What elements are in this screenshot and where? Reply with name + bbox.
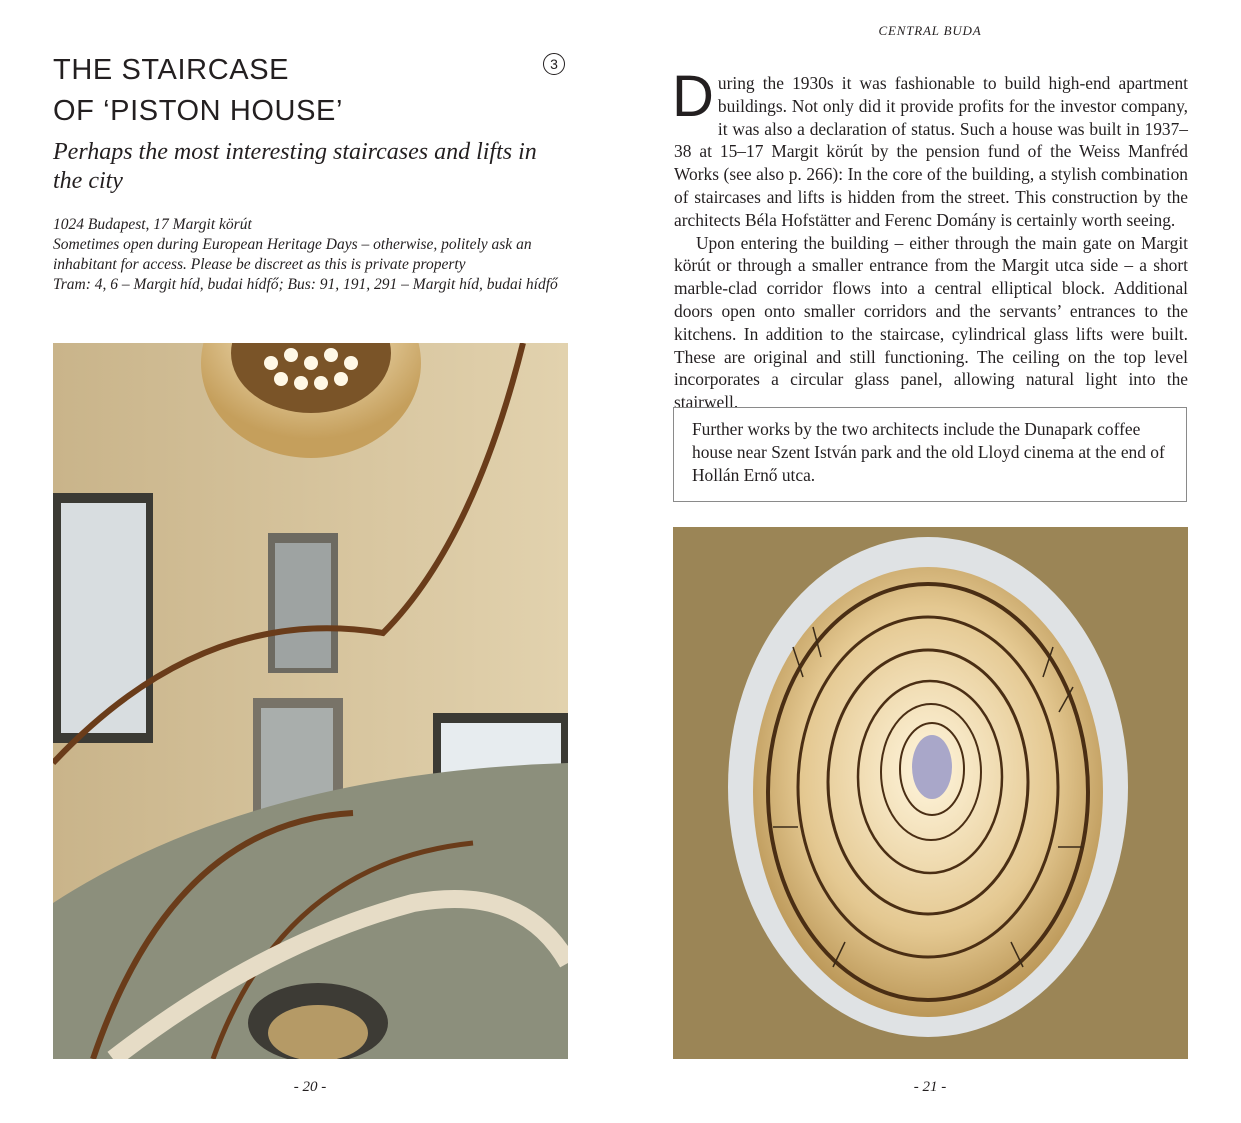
body-text [672, 64, 1188, 414]
entry-number-badge: 3 [543, 53, 565, 75]
further-works-box: Further works by the two architects include the Dunapark coffee house near Szent István park and the old Lloyd cinema at the end of Hollán Ernő utca. [673, 407, 1187, 502]
staircase-photo [53, 343, 568, 1059]
practical-info [53, 215, 568, 295]
transport-info: Tram: 4, 6 – Margit híd, budai hídfő; Bus: 91, 191, 291 – Margit híd, budai hídfő [53, 276, 558, 293]
paragraph-1-text: uring the 1930s it was fashionable to build high-end apartment buildings. Not only did it provide profits for the investor company, it was also a declaration of status. Such a house was built in 1937–38 at 15–17 Margit körút by the pension fund of the Weiss Manfréd Works (see also p. 266): In the core of the building, a stylish combination of staircases and lifts is hidden from the street. This construction by the architects Béla Hofstätter and Ferenc Domány is certainly worth seeing. [674, 73, 1188, 230]
spiral-staircase-photo [673, 527, 1188, 1059]
paragraph-2: Upon entering the building – either through the main gate on Margit körút or through a smaller entrance from the Margit utca side – a short marble-clad corridor flows into a central elliptical block. Additional doors open onto smaller corridors and the servants’ entrances to the kitchens. In addition to the staircase, cylindrical glass lifts were built. These are original and still functioning. The ceiling on the top level incorporates a circular glass panel, allowing natural light into the stairwell. [674, 232, 1188, 413]
page-number-right: - 21 - [913, 1079, 947, 1095]
drop-cap: D [672, 64, 714, 129]
section-label: CENTRAL BUDA [878, 23, 982, 38]
page-number-left: - 20 - [293, 1079, 327, 1095]
paragraph-1 [672, 64, 1188, 232]
opening-info: Sometimes open during European Heritage Days – otherwise, politely ask an inhabitant for access. Please be discreet as this is private property [53, 236, 532, 273]
title-line-1: THE STAIRCASE [53, 54, 290, 86]
page-title [53, 50, 533, 132]
title-line-2: OF ‘PISTON HOUSE’ [53, 95, 344, 127]
subtitle: Perhaps the most interesting staircases and lifts in the city [53, 139, 537, 194]
address: 1024 Budapest, 17 Margit körút [53, 216, 252, 233]
